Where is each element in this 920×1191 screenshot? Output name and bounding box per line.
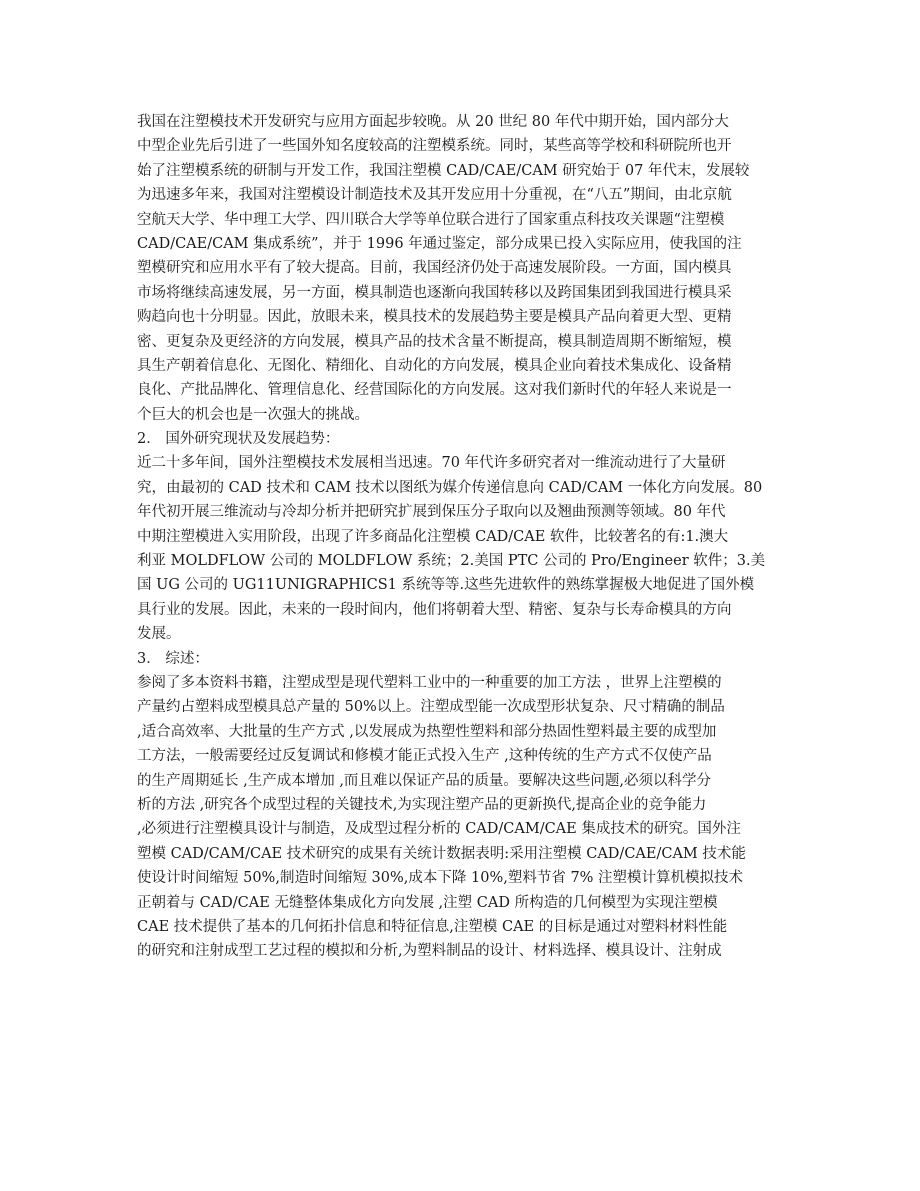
section-heading: 2． 国外研究现状及发展趋势：	[137, 431, 340, 448]
text-line: 具生产朝着信息化、无图化、精细化、自动化的方向发展，模具企业向着技术集成化、设备精	[137, 357, 732, 374]
text-line: 正朝着与 CAD/CAE 无缝整体集成化方向发展 ,注塑 CAD 所构造的几何模型为实现注塑模	[137, 894, 718, 911]
text-line: 密、更复杂及更经济的方向发展，模具产品的技术含量不断提高，模具制造周期不断缩短，模	[137, 333, 732, 350]
text-line: CAE 技术提供了基本的几何拓扑信息和特征信息,注塑模 CAE 的目标是通过对塑料材料性能	[137, 918, 728, 935]
text-line: 具行业的发展。因此，未来的一段时间内，他们将朝着大型、精密、复杂与长寿命模具的方向	[137, 601, 732, 618]
text-line: CAD/CAE/CAM 集成系统”，并于 1996 年通过鉴定，部分成果已投入实际应用，使我国的注	[137, 235, 742, 252]
text-line: 塑模 CAD/CAM/CAE 技术研究的成果有关统计数据表明:采用注塑模 CAD/CAE/CAM 技术能	[137, 845, 746, 862]
text-line: 购趋向也十分明显。因此，放眼未来，模具技术的发展趋势主要是模具产品向着更大型、更精	[137, 309, 732, 326]
text-line: 塑模研究和应用水平有了较大提高。目前，我国经济仍处于高速发展阶段。一方面，国内模具	[137, 260, 732, 277]
text-line: 工方法，一般需要经过反复调试和修模才能正式投入生产 ,这种传统的生产方式不仅使产品	[137, 748, 712, 765]
text-line: 市场将继续高速发展，另一方面，模具制造也逐渐向我国转移以及跨国集团到我国进行模具采	[137, 284, 732, 301]
text-line: 空航天大学、华中理工大学、四川联合大学等单位联合进行了国家重点科技攻关课题“注塑模	[137, 211, 725, 228]
text-line: 的生产周期延长 ,生产成本增加 ,而且难以保证产品的质量。要解决这些问题,必须以科学分	[137, 772, 712, 789]
text-line: 发展。	[137, 626, 181, 643]
text-line: 究，由最初的 CAD 技术和 CAM 技术以图纸为媒介传递信息向 CAD/CAM 一体化方向发展。80	[137, 479, 763, 496]
text-line: 国 UG 公司的 UG11UNIGRAPHICS1 系统等等.这些先进软件的熟练掌握极大地促进了国外模	[137, 577, 755, 594]
text-line: 产量约占塑料成型模具总产量的 50%以上。注塑成型能一次成型形状复杂、尺寸精确的制品	[137, 699, 725, 716]
text-line: 中期注塑模进入实用阶段，出现了许多商品化注塑模 CAD/CAE 软件，比较著名的有:1.澳大	[137, 528, 729, 545]
text-line: 个巨大的机会也是一次强大的挑战。	[137, 406, 369, 423]
text-line: 使设计时间缩短 50%,制造时间缩短 30%,成本下降 10%,塑料节省 7% 注塑模计算机模拟技术	[137, 870, 744, 887]
text-line: 中型企业先后引进了一些国外知名度较高的注塑模系统。同时，某些高等学校和科研院所也开	[137, 138, 732, 155]
text-line: ,必须进行注塑模具设计与制造，及成型过程分析的 CAD/CAM/CAE 集成技术的研究。国外注	[137, 821, 741, 838]
text-line: 近二十多年间，国外注塑模技术发展相当迅速。70 年代许多研究者对一维流动进行了大量研	[137, 455, 726, 472]
text-line: 良化、产批品牌化、管理信息化、经营国际化的方向发展。这对我们新时代的年轻人来说是一	[137, 382, 732, 399]
text-line: 参阅了多本资料书籍，注塑成型是现代塑料工业中的一种重要的加工方法 ，世界上注塑模的	[137, 674, 722, 691]
text-line: 为迅速多年来，我国对注塑模设计制造技术及其开发应用十分重视，在“八五”期间，由北京航	[137, 187, 732, 204]
section-heading: 3． 综述：	[137, 650, 209, 667]
text-line: 始了注塑模系统的研制与开发工作，我国注塑模 CAD/CAE/CAM 研究始于 07 年代末，发展较	[137, 162, 750, 179]
text-line: ,适合高效率、大批量的生产方式 ,以发展成为热塑性塑料和部分热固性塑料最主要的成型加	[137, 723, 717, 740]
text-line: 析的方法 ,研究各个成型过程的关键技术,为实现注塑产品的更新换代,提高企业的竞争能力	[137, 796, 707, 813]
text-line: 的研究和注射成型工艺过程的模拟和分析,为塑料制品的设计、材料选择、模具设计、注射成	[137, 943, 722, 960]
text-line: 利亚 MOLDFLOW 公司的 MOLDFLOW 系统；2.美国 PTC 公司的 Pro/Engineer 软件；3.美	[137, 553, 766, 570]
text-line: 我国在注塑模技术开发研究与应用方面起步较晚。从 20 世纪 80 年代中期开始，国内部分大	[137, 114, 729, 130]
text-line: 年代初开展三维流动与冷却分析并把研究扩展到保压分子取向以及翘曲预测等领域。80 年代	[137, 504, 726, 521]
document-body-text	[137, 110, 787, 964]
